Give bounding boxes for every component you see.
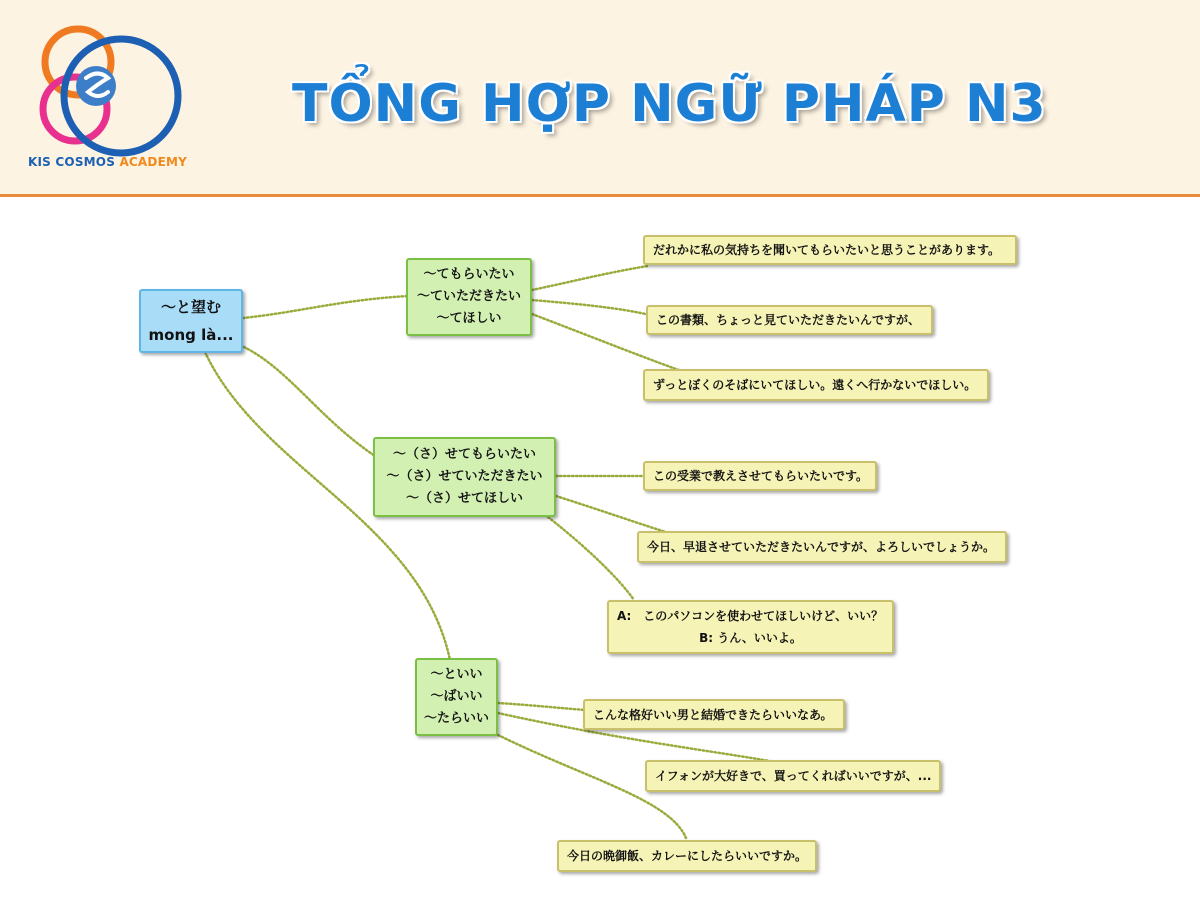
category-3-line-2: ～ばいい (430, 689, 483, 704)
link-cat2-ex3 (548, 517, 634, 600)
example-node (646, 305, 933, 335)
example-text: だれかに私の気持ちを聞いてもらいたいと思うことがあります。 (653, 243, 1001, 257)
root-node (139, 289, 243, 353)
root-line-2: mong là... (148, 326, 234, 344)
example-node (643, 461, 877, 491)
link-cat1-ex2 (532, 300, 650, 315)
example-text: 今日、早退させていただきたいんですが、よろしいでしょうか。 (647, 540, 996, 554)
link-cat2-ex2 (556, 496, 672, 534)
example-text: この書類、ちょっと見ていただきたいんですが、 (656, 313, 921, 327)
example-node (557, 840, 817, 872)
category-node-1 (406, 258, 532, 336)
example-node (643, 369, 989, 401)
example-text: こんな格好いい男と結婚できたらいいなあ。 (593, 707, 833, 722)
dialog-line-a: A: このパソコンを使わせてほしいけど、いい？ (617, 609, 884, 623)
example-text: ずっとぼくのそばにいてほしい。遠くへ行かないでほしい。 (653, 378, 977, 392)
example-text: イフォンが大好きで、買ってくればいいですが、... (655, 769, 932, 783)
example-node (643, 235, 1017, 265)
dialog-line-b: B: うん、いいよ。 (699, 631, 802, 645)
category-1-line-1: ～てもらいたい (423, 267, 515, 282)
example-node (637, 531, 1007, 563)
example-node (645, 760, 941, 792)
category-2-line-2: ～（さ）せていただきたい (386, 469, 543, 484)
logo-wordmark: KIS COSMOS ACADEMY (28, 155, 188, 169)
example-dialog-node (607, 600, 894, 654)
page-title: TỔNG HỢP NGỮ PHÁP N3 (292, 74, 1047, 134)
category-node-2 (373, 437, 556, 517)
example-node (583, 699, 845, 730)
category-1-line-3: ～てほしい (436, 311, 502, 326)
category-1-line-2: ～ていただきたい (416, 289, 521, 304)
link-root-cat1 (243, 296, 408, 318)
example-text: 今日の晩御飯、カレーにしたらいいですか。 (567, 849, 808, 863)
category-node-3 (415, 658, 498, 736)
link-root-cat2 (244, 347, 378, 458)
link-cat3-ex1 (498, 703, 585, 710)
category-2-line-3: ～（さ）せてほしい (405, 491, 523, 506)
category-3-line-1: ～といい (430, 667, 483, 682)
link-cat1-ex1 (532, 266, 648, 290)
category-2-line-1: ～（さ）せてもらいたい (392, 447, 536, 462)
root-line-1: ～と望む (160, 298, 221, 316)
example-text: この受業で教えさせてもらいたいです。 (653, 469, 869, 483)
category-3-line-3: ～たらいい (423, 711, 489, 726)
